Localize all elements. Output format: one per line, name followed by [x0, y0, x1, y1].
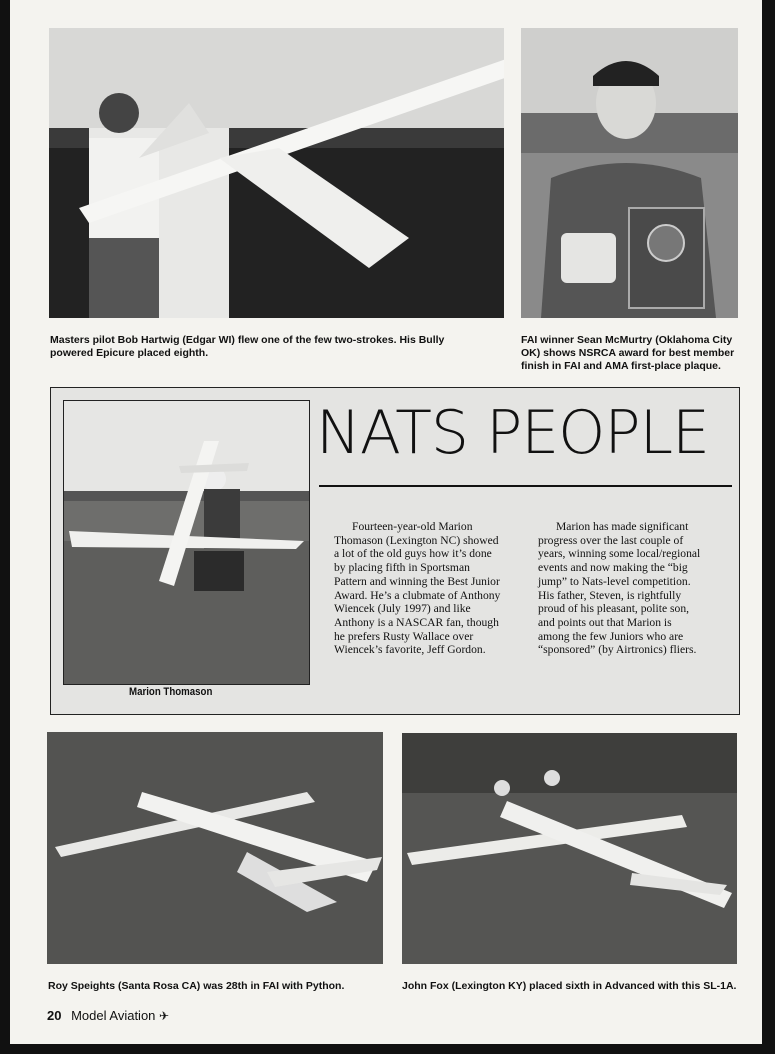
caption-bottom-right: John Fox (Lexington KY) placed sixth in Advanced with this SL-1A. [402, 980, 737, 992]
page-footer [47, 1008, 169, 1023]
photo-python [47, 732, 383, 964]
caption-top-right: FAI winner Sean McMurtry (Oklahoma City OK) shows NSRCA award for best member finish in FAI and AMA first-place plaque. [521, 334, 735, 372]
body-column-2 [538, 520, 706, 657]
magazine-page [10, 0, 762, 1044]
photo-sl1a [402, 733, 737, 964]
body-column-1 [334, 520, 502, 657]
nats-people-feature [50, 387, 740, 715]
caption-top-left: Masters pilot Bob Hartwig (Edgar WI) flew one of the few two-strokes. His Bully powered Epicure placed eighth. [50, 334, 445, 359]
photo-sean-mcmurtry [521, 28, 738, 318]
feature-title: NATS PEOPLE [316, 398, 709, 468]
body-paragraph-2: Marion has made significant progress over the last couple of years, winning some local/regional events and now making the “big jump” to Nats-level competition. His father, Steven, is rightfully proud of his pleasant, polite son, and points out that Marion is among the few Juniors who are “sponsored” (by Airtronics) fliers. [538, 520, 701, 657]
page-number: 20 [47, 1008, 62, 1023]
photo-bob-hartwig [49, 28, 504, 318]
title-rule [319, 485, 732, 487]
body-paragraph-1: Fourteen-year-old Marion Thomason (Lexington NC) showed a lot of the old guys how it’s done by placing fifth in Sportsman Pattern and winning the Best Junior Award. He’s a clubmate of Anthony Wiencek (July 1997) and like Anthony is a NASCAR fan, though he prefers Rusty Wallace over Wiencek’s favorite, Jeff Gordon. [334, 520, 501, 657]
airplane-icon: ✈ [159, 1009, 170, 1023]
photo-label-marion: Marion Thomason [129, 686, 213, 698]
photo-marion-thomason [63, 400, 310, 685]
caption-bottom-left: Roy Speights (Santa Rosa CA) was 28th in FAI with Python. [48, 980, 345, 992]
magazine-name: Model Aviation [71, 1008, 156, 1023]
